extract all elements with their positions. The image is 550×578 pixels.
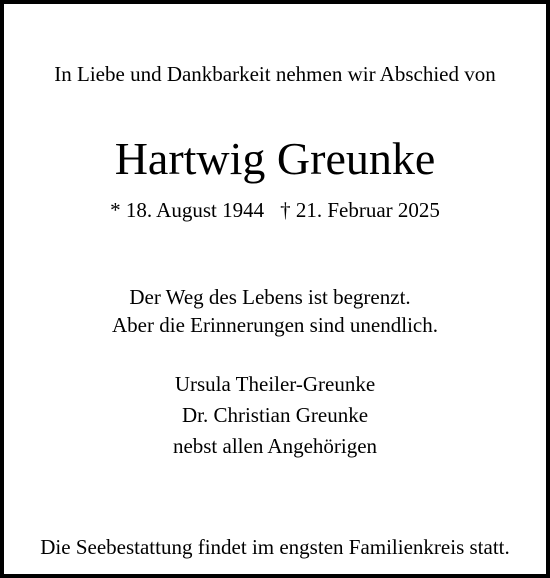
verse-line-2: Aber die Erinnerungen sind unendlich. [112,313,438,337]
burial-note: Die Seebestattung findet im engsten Familienkreis statt. [40,535,510,559]
memorial-verse [4,283,546,339]
mourner-1: Ursula Theiler-Greunke [174,372,376,396]
mourner-3: nebst allen Angehörigen [172,434,378,458]
birth-date: * 18. August 1944 [110,198,265,222]
death-date: † 21. Februar 2025 [280,198,440,222]
deceased-name: Hartwig Greunke [114,133,436,184]
mourners-list [4,369,546,462]
intro-text: In Liebe und Dankbarkeit nehmen wir Abschied von [54,62,496,86]
verse-line-1: Der Weg des Lebens ist begrenzt. [129,285,411,309]
life-dates [4,198,546,223]
mourner-2: Dr. Christian Greunke [181,403,369,427]
